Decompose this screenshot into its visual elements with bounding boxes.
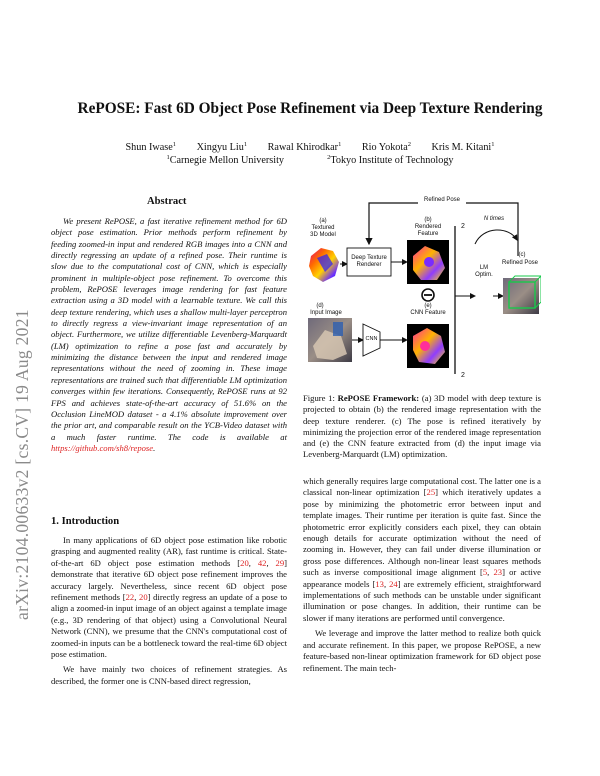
author: Rawal Khirodkar$^1$: [267, 141, 342, 153]
paragraph: In many applications of 6D object pose estimation like robotic grasping and augmented reality (AR), fast runtime is critical. State-of-the-art 6D object pose estimation methods [20, 42, 29] demonstrate that iterative 6D object pose refinement improves the accuracy largely. Nevertheless, since recent 6D object pose refinement methods [22, 20] directly regress an update of a pose to align a zoomed-in input image of an object against a template image (e.g., 3D rendering of that object) using a Convolutional Neural Network (CNN), we presume that the CNN's computational cost of zoomed-in inputs can be a bottleneck toward the real-time 6D object pose estimation.: [51, 535, 288, 660]
author: Xingyu Liu$^1$: [196, 141, 248, 153]
n-times-loop-arrow: [475, 230, 517, 244]
citation[interactable]: 25: [426, 487, 436, 498]
norm-squared-top: 2: [461, 223, 465, 230]
label-c: (c): [518, 252, 526, 258]
citation[interactable]: 42: [257, 557, 267, 568]
label-b: (b): [424, 217, 432, 223]
arxiv-stamp: [12, 160, 32, 620]
label-e-text: CNN Feature: [410, 310, 446, 316]
cnn-label: CNN: [365, 336, 378, 342]
paragraph: We have mainly two choices of refinement strategies. As described, the former one is CNN-based direct regression,: [51, 664, 287, 686]
label-a-text: 3D Model: [310, 232, 336, 238]
label-d-text: Input Image: [310, 310, 342, 316]
author-list: [60, 141, 560, 153]
citation[interactable]: 20: [139, 592, 148, 603]
citation[interactable]: 5: [482, 567, 488, 578]
intro-text: [51, 535, 287, 687]
citation[interactable]: 22: [125, 592, 135, 603]
intro-heading: 1. Introduction: [51, 516, 120, 527]
label-d: (d): [316, 303, 324, 309]
label-e: (e): [424, 303, 432, 309]
citation[interactable]: 20: [240, 557, 249, 568]
refined-pose-top-label: Refined Pose: [423, 197, 461, 203]
paper-title: RePOSE: Fast 6D Object Pose Refinement via Deep Texture Rendering: [77, 100, 543, 117]
citation[interactable]: 23: [493, 567, 503, 578]
renderer-label: Deep Texture: [351, 255, 387, 261]
citation[interactable]: 29: [275, 557, 285, 568]
code-link[interactable]: https://github.com/sh8/repose: [51, 442, 154, 453]
author: Rio Yokota$^2$: [361, 141, 411, 153]
author: Kris M. Kitani$^1$: [431, 141, 495, 153]
figure-1: [303, 196, 541, 386]
affiliation: $^2$Tokyo Institute of Technology: [327, 154, 454, 166]
arxiv-stamp-text: arXiv:2104.00633v2 [cs.CV] 19 Aug 2021: [12, 309, 32, 620]
paragraph: which generally requires large computational cost. The latter one is a classical non-linear optimization [25] which iteratively updates a pose by minimizing the photometric error between input and template images. Their runtime per iteration is quite fast. Since the photometric error explicitly considers each pixel, they can obtain enough details for accurate optimization without the need of zooming in. However, they can fail under diverse illumination or gross pose differences. Although non-linear least squares methods such as inverse compositional image alignment [5, 23] or active appearance models [13, 24] are extremely efficient, straightforward implementations of such methods can be unstable under significant illumination or pose changes. In addition, their runtime can be slower if many iterations are performed until convergence.: [303, 476, 542, 623]
label-b-text: Rendered: [414, 224, 442, 230]
author: Shun Iwase$^1$: [125, 141, 177, 153]
right-column-text: [303, 476, 541, 674]
lm-label: Optim.: [475, 272, 493, 278]
paragraph: We leverage and improve the latter method to realize both quick and accurate refinement. In this paper, we propose RePOSE, a new feature-based non-linear optimization framework for 6D object pose refinement. The main tech-: [303, 628, 541, 673]
citation[interactable]: 13: [375, 578, 384, 589]
norm-squared-bottom: 2: [461, 372, 465, 379]
figure-caption: Figure 1: RePOSE Framework: (a) 3D model with deep texture is projected to obtain (b) the rendered image representation with the deep texture renderer. (c) The pose is refined iteratively by minimizing the projection error of the rendered image representation and (e) the CNN feature extracted from (d) the input image via Levenberg-Marquardt (LM) optimization.: [303, 393, 541, 460]
abstract-body: We present RePOSE, a fast iterative refinement method for 6D object pose estimation. Prior methods perform refinement by feeding zoomed-in input and rendered RGB images into a CNN and directly regressing an update of a refined pose. Their runtime is slow due to the computational cost of CNN, which is especially prominent in multiple-object pose refinement. To overcome this problem, RePOSE leverages image rendering for fast feature extraction using a 3D model with a learnable texture. We call this deep texture rendering, which uses a shallow multi-layer perceptron to directly regress a view-invariant image representation of an object. Furthermore, we utilize differentiable Levenberg-Marquardt (LM) optimization to refine a pose fast and accurately by minimizing the distance between the input and rendered image representations without the need of zooming in. These image representations are trained such that differentiable LM optimization converges within few iterations. Consequently, RePOSE runs at 92 FPS and achieves state-of-the-art accuracy of 51.6% on the Occlusion LineMOD dataset - a 4.1% absolute improvement over the prior art, and comparable result on the YCB-Video dataset with a much faster runtime. The code is available at https://github.com/sh8/repose.: [51, 216, 287, 453]
label-b-text: Feature: [417, 231, 439, 237]
renderer-label: Renderer: [356, 262, 382, 268]
lm-label: LM: [479, 265, 489, 271]
citation[interactable]: 24: [389, 578, 398, 589]
affiliation-list: [60, 154, 560, 166]
label-a: (a): [319, 218, 327, 224]
n-times-label: N times: [483, 216, 505, 222]
affiliation: $^1$Carnegie Mellon University: [166, 154, 285, 166]
label-c-text: Refined Pose: [501, 260, 539, 266]
label-a-text: Textured: [311, 225, 335, 231]
textured-3d-model-image: [309, 248, 339, 282]
abstract-heading: Abstract: [147, 196, 187, 207]
